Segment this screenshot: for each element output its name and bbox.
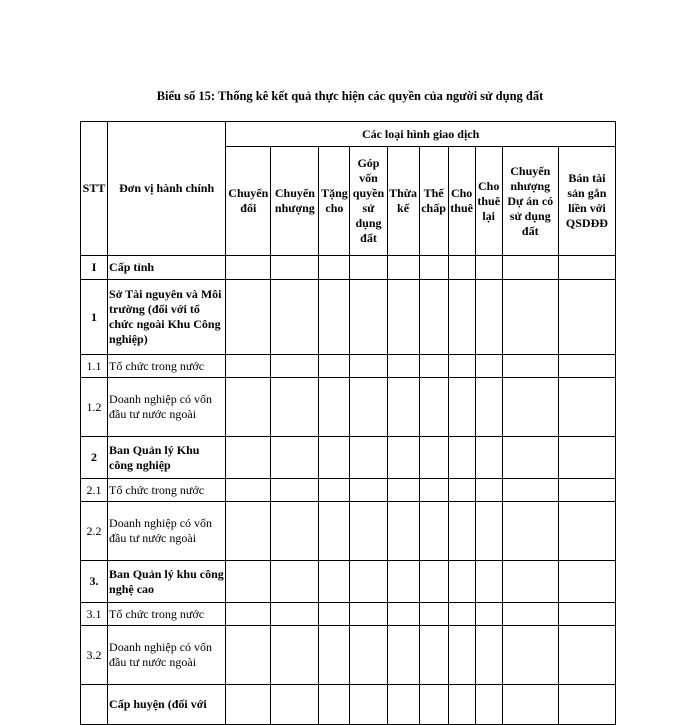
row-value-cell	[387, 256, 419, 280]
row-value-cell	[475, 626, 502, 685]
row-value-cell	[419, 561, 448, 603]
row-value-cell	[319, 603, 350, 626]
row-value-cell	[558, 280, 615, 355]
row-value-cell	[448, 479, 475, 502]
table-row	[81, 561, 616, 603]
row-value-cell	[271, 626, 319, 685]
row-value-cell	[387, 355, 419, 378]
header-col-chuyen-nhuong: Chuyển nhượng	[271, 147, 319, 256]
row-value-cell	[319, 437, 350, 479]
header-col-chuyen-doi: Chuyển đổi	[226, 147, 271, 256]
row-value-cell	[558, 437, 615, 479]
row-value-cell	[558, 502, 615, 561]
row-stt: 2.2	[81, 502, 108, 561]
header-col-the-chap: Thế chấp	[419, 147, 448, 256]
row-value-cell	[319, 479, 350, 502]
row-unit: Ban Quản lý Khu công nghiệp	[108, 437, 226, 479]
row-value-cell	[448, 626, 475, 685]
row-value-cell	[350, 603, 387, 626]
row-value-cell	[387, 479, 419, 502]
row-value-cell	[350, 378, 387, 437]
row-value-cell	[475, 355, 502, 378]
row-value-cell	[558, 685, 615, 725]
row-value-cell	[350, 502, 387, 561]
row-unit: Tổ chức trong nước	[108, 603, 226, 626]
row-value-cell	[319, 355, 350, 378]
row-value-cell	[387, 378, 419, 437]
row-value-cell	[448, 378, 475, 437]
row-value-cell	[350, 626, 387, 685]
row-unit: Ban Quản lý khu công nghệ cao	[108, 561, 226, 603]
row-value-cell	[387, 603, 419, 626]
row-unit: Tổ chức trong nước	[108, 479, 226, 502]
row-value-cell	[387, 502, 419, 561]
row-value-cell	[350, 280, 387, 355]
row-stt: 1	[81, 280, 108, 355]
row-stt: 3.	[81, 561, 108, 603]
header-col-tang-cho: Tặng cho	[319, 147, 350, 256]
table-row	[81, 626, 616, 685]
header-col-cho-thue: Cho thuê	[448, 147, 475, 256]
row-unit: Doanh nghiệp có vốn đầu tư nước ngoài	[108, 626, 226, 685]
row-value-cell	[226, 561, 271, 603]
row-value-cell	[448, 256, 475, 280]
row-value-cell	[419, 355, 448, 378]
row-unit: Doanh nghiệp có vốn đầu tư nước ngoài	[108, 502, 226, 561]
row-unit: Tổ chức trong nước	[108, 355, 226, 378]
row-stt	[81, 685, 108, 725]
row-value-cell	[319, 626, 350, 685]
row-value-cell	[419, 256, 448, 280]
row-value-cell	[271, 502, 319, 561]
header-group: Các loại hình giao dịch	[226, 122, 616, 147]
row-value-cell	[226, 479, 271, 502]
row-value-cell	[502, 561, 558, 603]
header-col-ban-tai-san: Bán tài sản gắn liền với QSDĐĐ	[558, 147, 615, 256]
row-value-cell	[448, 280, 475, 355]
row-value-cell	[419, 479, 448, 502]
row-value-cell	[419, 280, 448, 355]
row-value-cell	[387, 280, 419, 355]
row-unit: Sở Tài nguyên và Môi trường (đối với tổ chức ngoài Khu Công nghiệp)	[108, 280, 226, 355]
row-value-cell	[448, 355, 475, 378]
header-col-cho-thue-lai: Cho thuê lại	[475, 147, 502, 256]
statistics-table	[80, 121, 616, 725]
row-value-cell	[271, 280, 319, 355]
row-stt: 1.2	[81, 378, 108, 437]
row-value-cell	[319, 685, 350, 725]
table-row	[81, 378, 616, 437]
row-value-cell	[319, 502, 350, 561]
row-unit: Doanh nghiệp có vốn đầu tư nước ngoài	[108, 378, 226, 437]
row-value-cell	[558, 256, 615, 280]
row-stt: 3.1	[81, 603, 108, 626]
row-value-cell	[226, 437, 271, 479]
table-row	[81, 685, 616, 725]
row-value-cell	[475, 479, 502, 502]
table-row	[81, 479, 616, 502]
row-value-cell	[350, 355, 387, 378]
row-stt: 2.1	[81, 479, 108, 502]
row-value-cell	[271, 479, 319, 502]
row-value-cell	[387, 437, 419, 479]
row-value-cell	[558, 479, 615, 502]
row-value-cell	[226, 626, 271, 685]
row-value-cell	[226, 378, 271, 437]
table-body	[81, 256, 616, 725]
header-col-chuyen-nhuong-du-an: Chuyển nhượng Dự án có sử dụng đất	[502, 147, 558, 256]
row-value-cell	[350, 479, 387, 502]
row-value-cell	[448, 437, 475, 479]
row-value-cell	[387, 685, 419, 725]
row-value-cell	[502, 437, 558, 479]
row-value-cell	[350, 256, 387, 280]
row-value-cell	[226, 502, 271, 561]
row-value-cell	[475, 502, 502, 561]
row-value-cell	[558, 561, 615, 603]
row-value-cell	[502, 479, 558, 502]
row-value-cell	[319, 378, 350, 437]
row-value-cell	[226, 256, 271, 280]
row-value-cell	[502, 256, 558, 280]
row-value-cell	[271, 603, 319, 626]
row-value-cell	[350, 561, 387, 603]
row-value-cell	[448, 685, 475, 725]
row-value-cell	[448, 603, 475, 626]
header-unit: Đơn vị hành chính	[108, 122, 226, 256]
header-col-thua-ke: Thừa kế	[387, 147, 419, 256]
table-row	[81, 355, 616, 378]
row-value-cell	[448, 502, 475, 561]
row-value-cell	[419, 502, 448, 561]
row-value-cell	[271, 437, 319, 479]
row-value-cell	[502, 685, 558, 725]
row-stt: 3.2	[81, 626, 108, 685]
row-value-cell	[558, 355, 615, 378]
row-value-cell	[419, 437, 448, 479]
row-value-cell	[226, 685, 271, 725]
row-value-cell	[475, 437, 502, 479]
row-unit: Cấp tỉnh	[108, 256, 226, 280]
row-value-cell	[558, 378, 615, 437]
row-value-cell	[502, 626, 558, 685]
header-stt: STT	[81, 122, 108, 256]
row-value-cell	[271, 685, 319, 725]
row-value-cell	[419, 378, 448, 437]
row-value-cell	[226, 603, 271, 626]
table-row	[81, 280, 616, 355]
row-value-cell	[502, 502, 558, 561]
table-row	[81, 603, 616, 626]
row-value-cell	[558, 603, 615, 626]
row-value-cell	[475, 561, 502, 603]
row-stt: I	[81, 256, 108, 280]
document-title: Biểu số 15: Thống kê kết quả thực hiện các quyền của người sử dụng đất	[156, 89, 544, 103]
row-value-cell	[271, 378, 319, 437]
header-col-gop-von: Góp vốn quyền sử dụng đất	[350, 147, 387, 256]
header-group-row	[81, 122, 616, 147]
table-row	[81, 437, 616, 479]
table-row	[81, 256, 616, 280]
row-value-cell	[226, 280, 271, 355]
row-value-cell	[448, 561, 475, 603]
table-row	[81, 502, 616, 561]
row-value-cell	[319, 256, 350, 280]
row-value-cell	[502, 378, 558, 437]
row-value-cell	[475, 280, 502, 355]
row-value-cell	[350, 437, 387, 479]
row-value-cell	[475, 378, 502, 437]
row-unit: Cấp huyện (đối với	[108, 685, 226, 725]
row-value-cell	[502, 355, 558, 378]
row-value-cell	[558, 626, 615, 685]
row-value-cell	[226, 355, 271, 378]
row-value-cell	[319, 280, 350, 355]
row-value-cell	[475, 256, 502, 280]
row-stt: 1.1	[81, 355, 108, 378]
row-value-cell	[271, 355, 319, 378]
row-value-cell	[419, 603, 448, 626]
row-value-cell	[271, 561, 319, 603]
row-value-cell	[475, 685, 502, 725]
row-value-cell	[502, 280, 558, 355]
row-value-cell	[350, 685, 387, 725]
row-value-cell	[502, 603, 558, 626]
row-value-cell	[419, 685, 448, 725]
row-value-cell	[387, 561, 419, 603]
row-value-cell	[419, 626, 448, 685]
row-value-cell	[387, 626, 419, 685]
row-value-cell	[319, 561, 350, 603]
row-value-cell	[271, 256, 319, 280]
row-stt: 2	[81, 437, 108, 479]
row-value-cell	[475, 603, 502, 626]
